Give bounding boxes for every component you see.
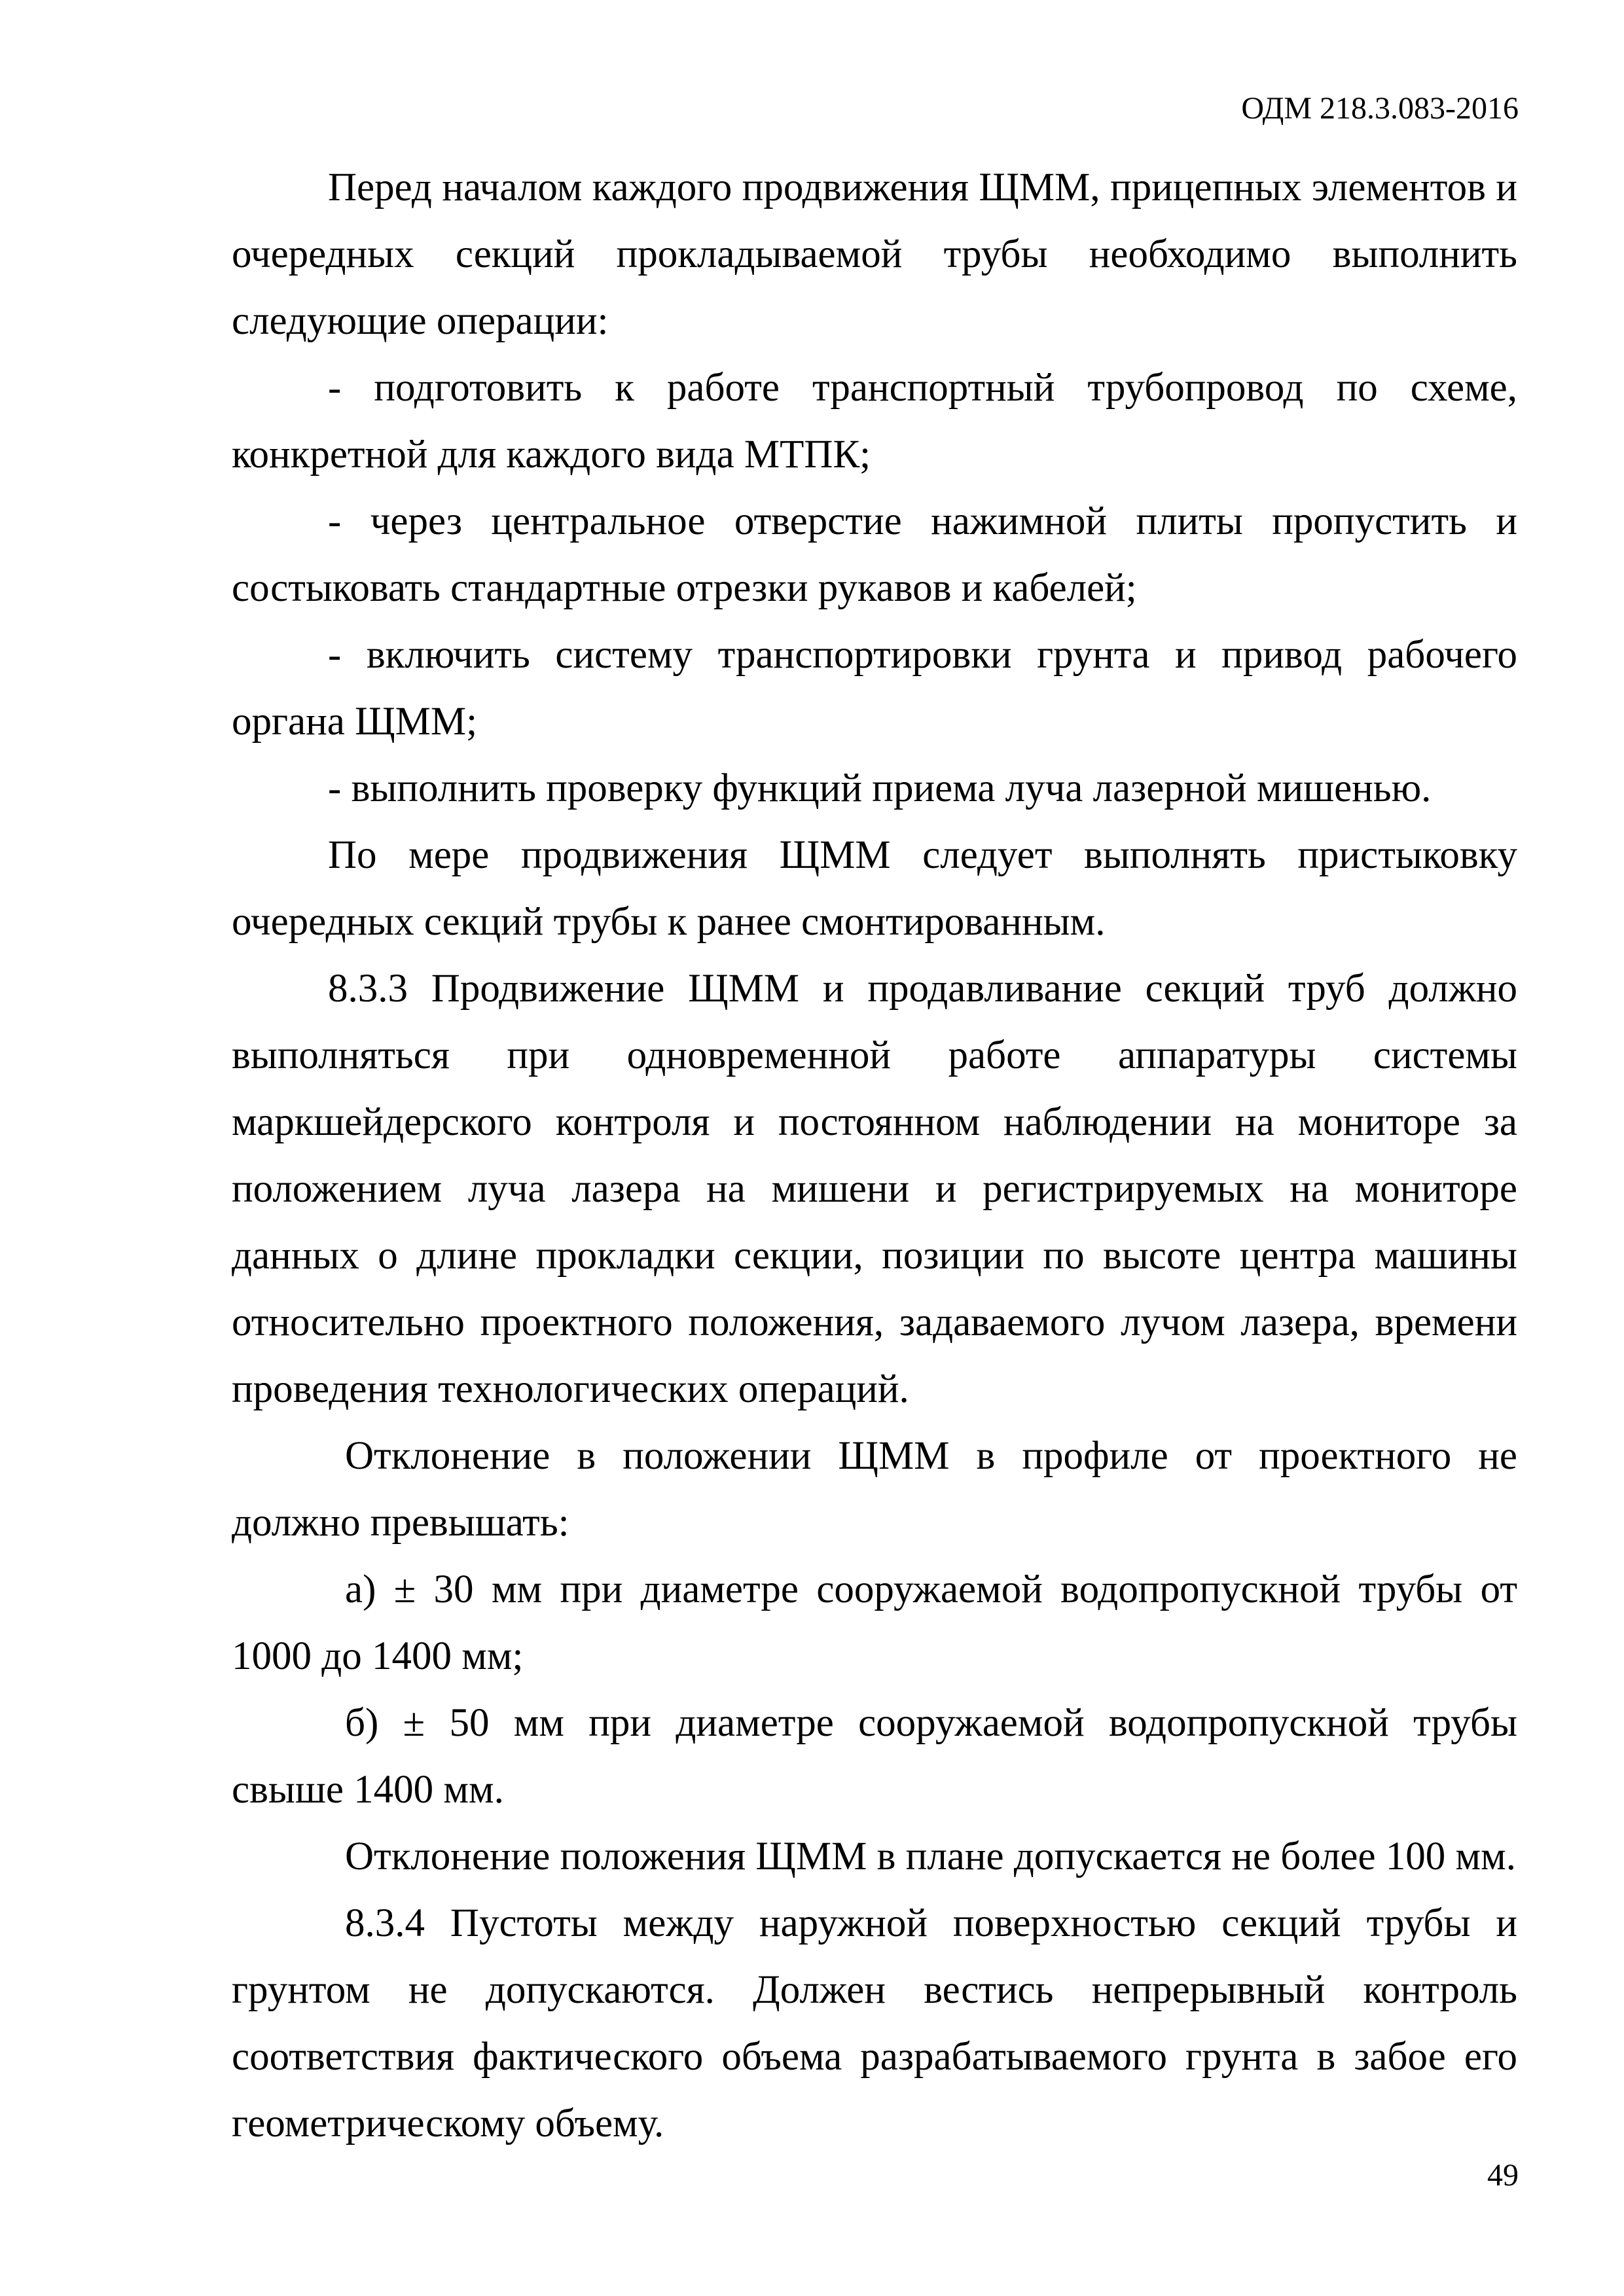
paragraph-plan-deviation: Отклонение положения ЩММ в плане допускается не более 100 мм. [345,1835,1516,1878]
paragraph-docking-sections: По мере продвижения ЩММ следует выполнять пристыковку очередных секций трубы к ранее смонтированным. [232,833,1517,944]
list-item-enable-soil-transport: - включить систему транспортировки грунта и привод рабочего органа ЩММ; [232,633,1517,744]
list-item-pass-hoses-cables: - через центральное отверстие нажимной плиты пропустить и состыковать стандартные отрезки рукавов и кабелей; [232,499,1517,610]
list-item-prepare-pipeline: - подготовить к работе транспортный трубопровод по схеме, конкретной для каждого вида МТПК; [232,366,1517,476]
paragraph-profile-deviation: Отклонение в положении ЩММ в профиле от проектного не должно превышать: [232,1434,1517,1545]
list-item-b-deviation: б) ± 50 мм при диаметре сооружаемой водопропускной трубы свыше 1400 мм. [232,1701,1517,1812]
list-item-check-laser-target: - выполнить проверку функций приема луча лазерной мишенью. [328,766,1432,810]
list-item-a-deviation: а) ± 30 мм при диаметре сооружаемой водопропускной трубы от 1000 до 1400 мм; [232,1568,1517,1678]
document-body [232,154,1517,2157]
paragraph-8-3-4: 8.3.4 Пустоты между наружной поверхностью секций трубы и грунтом не допускаются. Должен вестись непрерывный контроль соответствия фактического объема разрабатываемого грунта в забое его геометрическому объему. [232,1901,1517,2145]
document-code-header: ОДМ 218.3.083-2016 [1241,91,1519,126]
paragraph-operations-intro: Перед началом каждого продвижения ЩММ, прицепных элементов и очередных секций прокладываемой трубы необходимо выполнить следующие операции: [232,166,1517,343]
paragraph-8-3-3: 8.3.3 Продвижение ЩММ и продавливание секций труб должно выполняться при одновременной работе аппаратуры системы маркшейдерского контроля и постоянном наблюдении на мониторе за положением луча лазера на мишени и регистрируемых на мониторе данных о длине прокладки секции, позиции по высоте центра машины относительно проектного положения, задаваемого лучом лазера, времени проведения технологических операций. [232,967,1517,1411]
page-number: 49 [1487,2158,1519,2193]
